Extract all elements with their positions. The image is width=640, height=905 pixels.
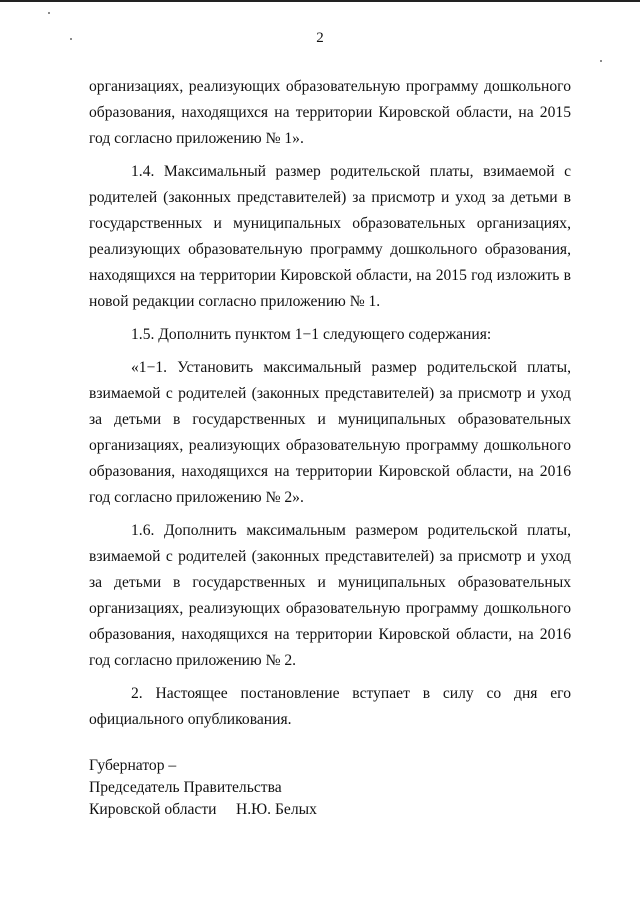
scan-edge-line <box>0 0 640 2</box>
paragraph-2: 2. Настоящее постановление вступает в силу со дня его официального опубликования. <box>89 685 571 728</box>
scan-speck <box>600 60 602 62</box>
scan-speck <box>48 12 50 14</box>
paragraph-continuation: организациях, реализующих образовательную программу дошкольного образования, находящихся на территории Кировской области, на 2015 год согласно приложению № 1». <box>89 78 571 147</box>
paragraph-1-6: 1.6. Дополнить максимальным размером родительской платы, взимаемой с родителей (законных представителей) за присмотр и уход за детьми в государственных и муниципальных образовательных организациях, реализующих образовательную программу дошкольного образования, находящихся на территории Кировской области, на 2016 год согласно приложению № 2. <box>89 522 571 669</box>
signature-position: Председатель Правительства <box>89 779 282 796</box>
signature-title: Губернатор – <box>89 757 177 774</box>
signature-name: Кировской области Н.Ю. Белых <box>89 801 317 818</box>
document-body <box>89 74 571 740</box>
paragraph-1-5: 1.5. Дополнить пунктом 1−1 следующего содержания: <box>131 326 492 343</box>
signature-block <box>89 755 317 821</box>
paragraph-1-4: 1.4. Максимальный размер родительской платы, взимаемой с родителей (законных представителей) за присмотр и уход за детьми в государственных и муниципальных образовательных организациях, реализующих образовательную программу дошкольного образования, находящихся на территории Кировской области, на 2015 год изложить в новой редакции согласно приложению № 1. <box>89 163 571 310</box>
paragraph-1-1-insert: «1−1. Установить максимальный размер родительской платы, взимаемой с родителей (законных представителей) за присмотр и уход за детьми в государственных и муниципальных образовательных организациях, реализующих образовательную программу дошкольного образования, находящихся на территории Кировской области, на 2016 год согласно приложению № 2». <box>89 359 571 506</box>
page-number: 2 <box>316 30 324 46</box>
